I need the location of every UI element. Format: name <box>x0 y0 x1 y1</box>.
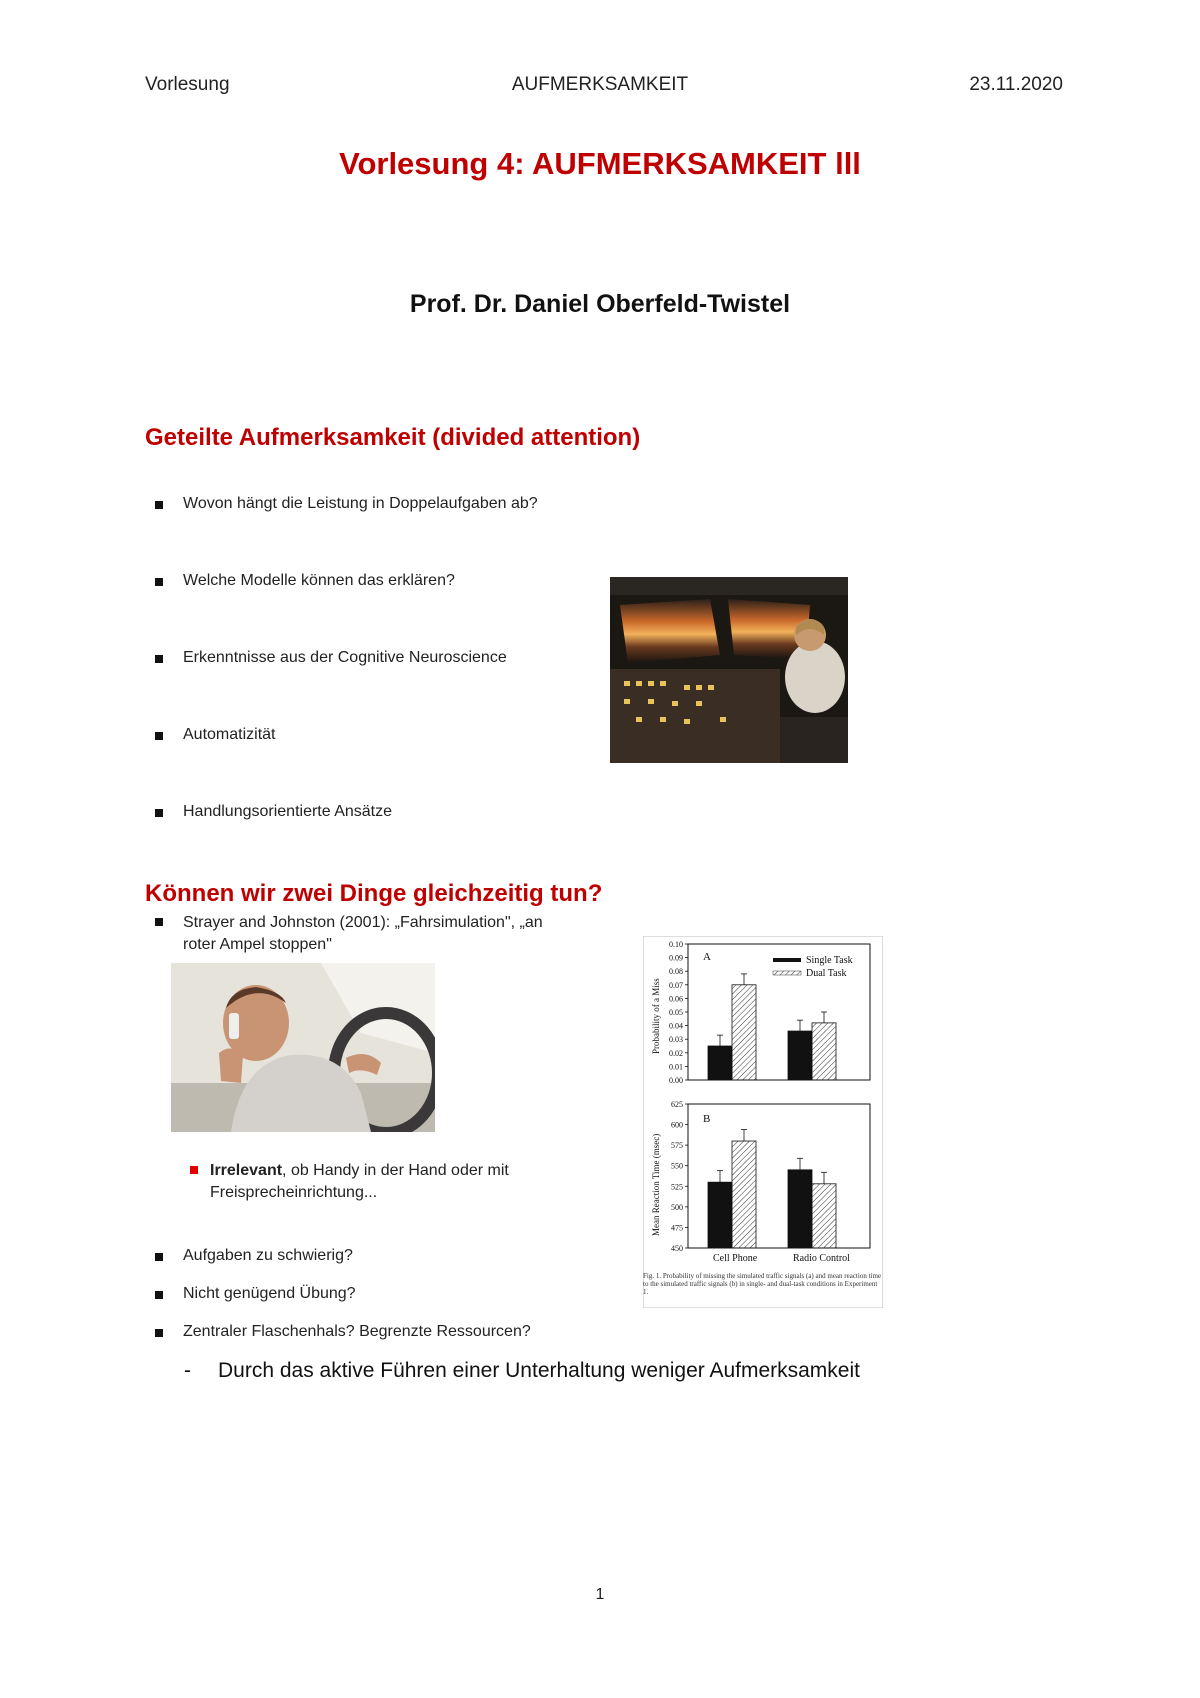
header-center: AUFMERKSAMKEIT <box>511 74 689 95</box>
bar-single-cell-phone-panel-b <box>708 1182 732 1248</box>
panel-b-label: B <box>703 1113 711 1125</box>
dash-item: - Durch das aktive Führen einer Unterhaltung weniger Aufmerksamkeit <box>184 1359 860 1382</box>
bar-dual-cell-phone-panel-b <box>732 1141 756 1248</box>
legend-dual-label: Dual Task <box>806 968 847 979</box>
bullet-square-icon <box>155 578 163 586</box>
ytick-label: 0.08 <box>669 967 683 977</box>
conclusion-text: Durch das aktive Führen einer Unterhaltung weniger Aufmerksamkeit <box>218 1359 860 1382</box>
ytick-label: 600 <box>671 1120 683 1130</box>
bar-single-radio-control-panel-a <box>788 1031 812 1080</box>
ytick-label: 450 <box>671 1244 683 1253</box>
bar-dual-radio-control-panel-b <box>812 1184 836 1248</box>
section2-heading: Können wir zwei Dinge gleichzeitig tun? <box>145 880 603 907</box>
study-reference-cont: roter Ampel stoppen" <box>183 936 332 953</box>
author-name: Prof. Dr. Daniel Oberfeld-Twistel <box>409 290 791 318</box>
ytick-label: 0.09 <box>669 953 683 963</box>
panel-a-ylabel: Probability of a Miss <box>651 978 661 1054</box>
list-item: Erkenntnisse aus der Cognitive Neuroscience <box>155 649 507 667</box>
legend-single-swatch <box>773 958 801 962</box>
bar-dual-radio-control-panel-a <box>812 1023 836 1080</box>
list-item: Aufgaben zu schwierig? <box>155 1247 353 1265</box>
ytick-label: 0.01 <box>669 1062 683 1072</box>
figure-caption: Fig. 1. Probability of missing the simulated traffic signals (a) and mean reaction time to the simulated traffic signals (b) in single- and dual-task conditions in Experiment 1. <box>643 1272 882 1296</box>
panel-a-label: A <box>703 951 711 963</box>
study-reference: Strayer and Johnston (2001): „Fahrsimulation", „an <box>183 914 543 931</box>
list-item: Nicht genügend Übung? <box>155 1285 356 1303</box>
bullet-square-icon <box>155 655 163 663</box>
ytick-label: 0.05 <box>669 1008 683 1017</box>
ytick-label: 500 <box>671 1202 683 1212</box>
ytick-label: 0.10 <box>669 940 683 949</box>
xtick-radio-control: Radio Control <box>793 1253 850 1264</box>
list-item: Welche Modelle können das erklären? <box>155 572 455 590</box>
emphasis-text: Irrelevant <box>210 1162 283 1179</box>
ytick-label: 475 <box>671 1223 683 1233</box>
header-date: 23.11.2020 <box>969 74 1063 95</box>
list-item: Irrelevant, ob Handy in der Hand oder mit Freisprecheinrichtung... <box>190 1160 509 1204</box>
legend-dual-swatch <box>773 971 801 975</box>
bullet-square-icon <box>155 501 163 509</box>
list-item: Handlungsorientierte Ansätze <box>155 803 392 821</box>
bar-chart-figure <box>643 936 883 1308</box>
ytick-label: 575 <box>671 1141 683 1151</box>
ytick-label: 625 <box>671 1100 683 1109</box>
ytick-label: 0.07 <box>669 980 683 990</box>
ytick-label: 0.02 <box>669 1048 683 1058</box>
ytick-label: 0.06 <box>669 994 683 1004</box>
driver-phone-photo <box>171 963 435 1132</box>
bullet-square-icon <box>190 1166 198 1174</box>
ytick-label: 0.03 <box>669 1035 683 1045</box>
header-left: Vorlesung <box>145 74 230 95</box>
page-number: 1 <box>595 1586 605 1603</box>
list-item: Zentraler Flaschenhals? Begrenzte Ressourcen? <box>155 1323 531 1341</box>
ytick-label: 550 <box>671 1161 683 1171</box>
page-title: Vorlesung 4: AUFMERKSAMKEIT lll <box>339 146 861 181</box>
cockpit-photo <box>610 577 848 763</box>
list-item: Automatizität <box>155 726 275 744</box>
legend-single-label: Single Task <box>806 955 853 966</box>
bar-chart <box>643 936 883 1308</box>
bullet-square-icon <box>155 918 163 926</box>
bullet-square-icon <box>155 732 163 740</box>
xtick-cell-phone: Cell Phone <box>713 1253 758 1264</box>
bullet-square-icon <box>155 1291 163 1299</box>
ytick-label: 0.00 <box>669 1076 683 1085</box>
bar-dual-cell-phone-panel-a <box>732 985 756 1080</box>
list-item <box>155 912 543 956</box>
list-item: Wovon hängt die Leistung in Doppelaufgaben ab? <box>155 495 538 513</box>
bullet-square-icon <box>155 809 163 817</box>
section1-heading: Geteilte Aufmerksamkeit (divided attention) <box>145 424 641 451</box>
bar-single-radio-control-panel-b <box>788 1170 812 1248</box>
ytick-label: 0.04 <box>669 1021 683 1031</box>
ytick-label: 525 <box>671 1182 683 1192</box>
bar-single-cell-phone-panel-a <box>708 1046 732 1080</box>
bullet-square-icon <box>155 1253 163 1261</box>
panel-b-ylabel: Mean Reaction Time (msec) <box>651 1133 661 1236</box>
bullet-square-icon <box>155 1329 163 1337</box>
